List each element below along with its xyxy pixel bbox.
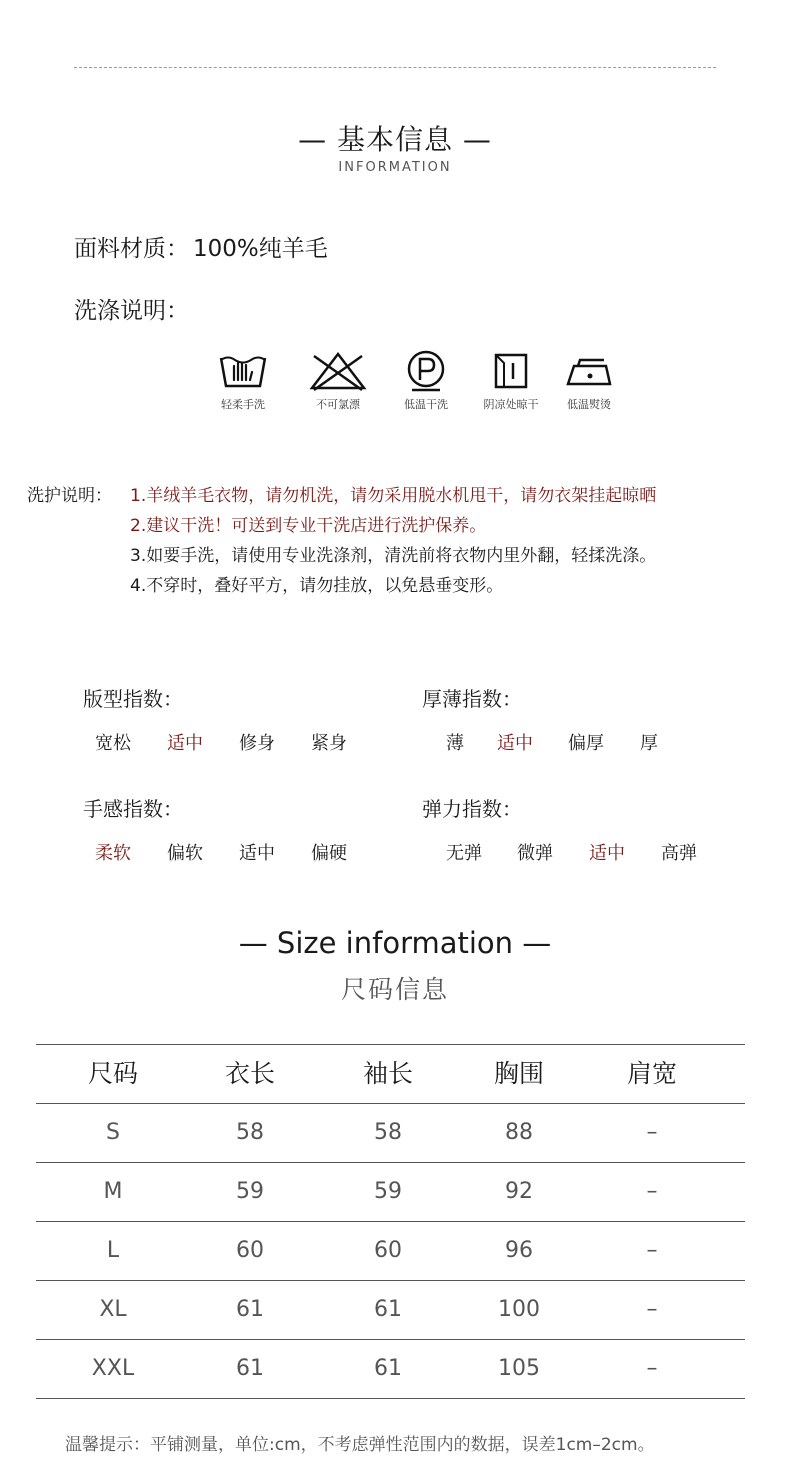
header-cell: 胸围 xyxy=(493,1059,544,1088)
index-option: 偏软 xyxy=(167,843,203,864)
dry-clean-icon xyxy=(404,350,448,392)
fit-index-title: 版型指数： xyxy=(83,687,183,711)
care-line-3: 3.如要手洗，请使用专业洗涤剂，清洗前将衣物内里外翻，轻揉洗涤。 xyxy=(130,546,657,566)
shade-dry-icon xyxy=(491,350,531,392)
wash-item xyxy=(381,350,471,412)
table-row xyxy=(36,1103,745,1162)
index-option: 适中 xyxy=(239,843,275,864)
table-cell: 59 xyxy=(374,1179,402,1204)
table-cell: 88 xyxy=(505,1120,533,1145)
index-option: 厚 xyxy=(640,733,658,754)
table-row xyxy=(36,1280,745,1339)
wash-item xyxy=(293,350,383,412)
table-cell: 96 xyxy=(505,1238,533,1263)
header-cell: 袖长 xyxy=(362,1059,413,1088)
care-line-1: 1.羊绒羊毛衣物，请勿机洗，请勿采用脱水机甩干，请勿衣架挂起晾晒 xyxy=(130,486,657,506)
wash-caption: 低温熨烫 xyxy=(567,398,611,411)
wash-label: 洗涤说明： xyxy=(74,298,189,324)
wash-caption: 轻柔手洗 xyxy=(221,398,265,411)
hand-feel-index-title: 手感指数： xyxy=(83,797,183,821)
table-cell: 61 xyxy=(236,1297,264,1322)
table-cell: XL xyxy=(99,1297,127,1322)
thickness-index-title: 厚薄指数： xyxy=(422,687,522,711)
table-cell: 58 xyxy=(236,1120,264,1145)
index-option: 薄 xyxy=(446,733,464,754)
table-cell: 60 xyxy=(374,1238,402,1263)
index-option-selected: 柔软 xyxy=(95,843,131,864)
size-table-header xyxy=(36,1044,745,1103)
index-option: 紧身 xyxy=(311,733,347,754)
table-row xyxy=(36,1162,745,1221)
table-cell: – xyxy=(646,1356,658,1381)
table-cell: 60 xyxy=(236,1238,264,1263)
index-option: 宽松 xyxy=(95,733,131,754)
fabric-label: 面料材质： xyxy=(74,236,189,262)
index-option: 微弹 xyxy=(517,843,553,864)
wash-caption: 不可氯漂 xyxy=(316,398,360,411)
table-row xyxy=(36,1221,745,1280)
table-cell: L xyxy=(106,1238,120,1263)
table-cell: – xyxy=(646,1297,658,1322)
table-cell: M xyxy=(103,1179,123,1204)
iron-low-icon xyxy=(564,350,614,392)
care-label: 洗护说明： xyxy=(27,486,112,506)
fabric-value: 100%纯羊毛 xyxy=(193,236,328,262)
index-option: 修身 xyxy=(239,733,275,754)
table-cell: S xyxy=(106,1120,120,1145)
size-info-title: — Size information — xyxy=(238,926,552,960)
wash-caption: 阴凉处晾干 xyxy=(483,398,539,411)
header-cell: 尺码 xyxy=(87,1059,138,1088)
size-table xyxy=(36,1044,745,1399)
index-option: 偏硬 xyxy=(311,843,347,864)
table-cell: 105 xyxy=(498,1356,540,1381)
care-line-4: 4.不穿时，叠好平方，请勿挂放，以免悬垂变形。 xyxy=(130,576,504,596)
elasticity-index-title: 弹力指数： xyxy=(422,797,522,821)
header-cell: 肩宽 xyxy=(626,1059,677,1088)
index-option-selected: 适中 xyxy=(497,733,533,754)
hand-wash-icon xyxy=(218,350,268,392)
table-cell: 92 xyxy=(505,1179,533,1204)
index-option-selected: 适中 xyxy=(589,843,625,864)
header-cell: 衣长 xyxy=(224,1059,275,1088)
wash-item xyxy=(198,350,288,412)
top-dashed-divider xyxy=(74,67,716,68)
no-bleach-icon xyxy=(308,350,368,392)
table-row xyxy=(36,1339,745,1399)
wash-item xyxy=(466,350,556,412)
measurement-note: 温馨提示：平铺测量，单位:cm，不考虑弹性范围内的数据，误差1cm–2cm。 xyxy=(65,1435,655,1455)
wash-item xyxy=(544,350,634,412)
care-line-2: 2.建议干洗！可送到专业干洗店进行洗护保养。 xyxy=(130,516,487,536)
wash-caption: 低温干洗 xyxy=(404,398,448,411)
index-option: 偏厚 xyxy=(568,733,604,754)
index-option-selected: 适中 xyxy=(167,733,203,754)
basic-info-subtitle: INFORMATION xyxy=(338,160,452,175)
table-cell: – xyxy=(646,1120,658,1145)
size-info-subtitle: 尺码信息 xyxy=(340,975,449,1004)
table-cell: 100 xyxy=(498,1297,540,1322)
table-cell: – xyxy=(646,1238,658,1263)
wash-icons-row xyxy=(0,350,790,420)
care-lines xyxy=(130,481,770,601)
table-cell: XXL xyxy=(91,1356,135,1381)
table-cell: 61 xyxy=(374,1356,402,1381)
table-cell: 61 xyxy=(374,1297,402,1322)
table-cell: – xyxy=(646,1179,658,1204)
index-option: 高弹 xyxy=(661,843,697,864)
fabric-line xyxy=(74,230,328,263)
table-cell: 58 xyxy=(374,1120,402,1145)
table-cell: 61 xyxy=(236,1356,264,1381)
table-cell: 59 xyxy=(236,1179,264,1204)
index-option: 无弹 xyxy=(446,843,482,864)
basic-info-title: — 基本信息 — xyxy=(298,123,492,156)
